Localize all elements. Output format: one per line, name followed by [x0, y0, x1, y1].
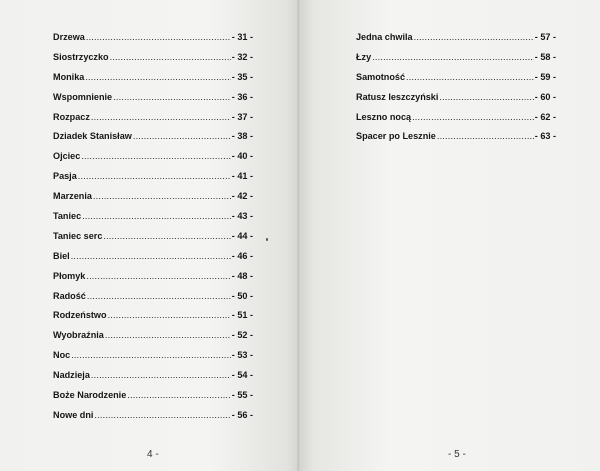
toc-leader-dots	[412, 112, 534, 122]
toc-entry-page: - 51 -	[231, 310, 253, 321]
toc-entry-page: - 63 -	[534, 131, 556, 142]
toc-leader-dots	[406, 72, 534, 82]
toc-entry-page: - 56 -	[231, 409, 253, 420]
toc-leader-dots	[103, 231, 230, 241]
toc-entry-title: Boże Narodzenie	[53, 390, 127, 401]
toc-entry	[356, 72, 556, 92]
toc-entry	[53, 350, 253, 370]
toc-entry	[53, 310, 253, 330]
toc-entry-title: Płomyk	[53, 270, 86, 281]
toc-leader-dots	[71, 350, 231, 360]
toc-entry-page: - 44 -	[231, 230, 253, 241]
toc-leader-dots	[94, 410, 230, 420]
toc-entry-page: - 42 -	[231, 191, 253, 202]
toc-entry-title: Nowe dni	[53, 409, 94, 420]
toc-entry-title: Wyobraźnia	[53, 330, 104, 341]
toc-entry-title: Pasja	[53, 171, 77, 182]
toc-entry-page: - 57 -	[534, 32, 556, 42]
toc-entry	[53, 370, 253, 390]
toc-leader-dots	[127, 390, 230, 400]
toc-entry-page: - 58 -	[534, 51, 556, 62]
toc-entry-page: - 43 -	[231, 211, 253, 222]
toc-entry-title: Monika	[53, 71, 85, 82]
toc-entry-page: - 55 -	[231, 390, 253, 401]
toc-leader-dots	[91, 112, 231, 122]
toc-entry-page: - 36 -	[231, 91, 253, 102]
toc-leader-dots	[86, 32, 231, 42]
toc-leader-dots	[105, 330, 231, 340]
toc-leader-dots	[372, 52, 534, 62]
toc-entry-page: - 46 -	[231, 250, 253, 261]
toc-entry-title: Biel	[53, 250, 70, 261]
toc-entry	[53, 52, 253, 72]
toc-entry-title: Drzewa	[53, 32, 85, 42]
right-toc	[356, 32, 556, 151]
toc-entry-title: Taniec	[53, 211, 82, 222]
toc-entry	[356, 52, 556, 72]
toc-leader-dots	[87, 291, 231, 301]
toc-entry	[356, 131, 556, 151]
toc-entry	[53, 92, 253, 112]
toc-entry-page: - 59 -	[534, 71, 556, 82]
toc-leader-dots	[437, 131, 534, 141]
toc-entry	[53, 112, 253, 132]
toc-leader-dots	[86, 271, 230, 281]
toc-entry-page: - 60 -	[534, 91, 556, 102]
toc-entry	[53, 72, 253, 92]
toc-leader-dots	[93, 191, 231, 201]
toc-entry	[53, 390, 253, 410]
left-page-number: 4 -	[147, 449, 159, 460]
toc-entry-title: Spacer po Lesznie	[356, 131, 436, 142]
toc-entry	[53, 330, 253, 350]
toc-entry-page: - 41 -	[231, 171, 253, 182]
toc-entry-page: - 54 -	[231, 370, 253, 381]
toc-entry	[356, 32, 556, 52]
toc-entry-title: Łzy	[356, 51, 372, 62]
toc-entry-page: - 48 -	[231, 270, 253, 281]
toc-entry	[53, 251, 253, 271]
toc-entry-page: - 50 -	[231, 290, 253, 301]
toc-entry	[53, 191, 253, 211]
left-page	[0, 0, 299, 471]
toc-entry	[53, 291, 253, 311]
toc-entry-title: Ojciec	[53, 151, 81, 162]
toc-entry-title: Siostrzyczko	[53, 51, 109, 62]
toc-leader-dots	[439, 92, 533, 102]
toc-entry-page: - 38 -	[231, 131, 253, 142]
toc-entry-title: Marzenia	[53, 191, 92, 202]
toc-entry	[356, 112, 556, 132]
toc-leader-dots	[78, 171, 231, 181]
toc-leader-dots	[110, 52, 231, 62]
left-toc	[53, 32, 253, 430]
toc-entry-title: Radość	[53, 290, 86, 301]
toc-entry-page: - 31 -	[231, 32, 253, 42]
toc-entry	[53, 410, 253, 430]
toc-entry-title: Jedna chwila	[356, 32, 413, 42]
right-page-number: - 5 -	[448, 449, 466, 460]
toc-entry-page: - 40 -	[231, 151, 253, 162]
stray-mark	[266, 238, 268, 241]
toc-entry-title: Rozpacz	[53, 111, 90, 122]
toc-entry-page: - 53 -	[231, 350, 253, 361]
toc-leader-dots	[133, 131, 231, 141]
right-page	[299, 0, 600, 471]
toc-entry	[53, 32, 253, 52]
toc-entry-title: Dziadek Stanisław	[53, 131, 132, 142]
toc-entry-page: - 52 -	[231, 330, 253, 341]
toc-entry-title: Noc	[53, 350, 71, 361]
toc-entry-title: Samotność	[356, 71, 406, 82]
toc-entry-page: - 37 -	[231, 111, 253, 122]
toc-leader-dots	[71, 251, 231, 261]
toc-entry	[356, 92, 556, 112]
toc-entry-page: - 62 -	[534, 111, 556, 122]
toc-leader-dots	[91, 370, 231, 380]
toc-entry	[53, 131, 253, 151]
toc-entry	[53, 271, 253, 291]
toc-entry	[53, 151, 253, 171]
toc-leader-dots	[85, 72, 230, 82]
toc-entry-title: Leszno nocą	[356, 111, 412, 122]
toc-entry-title: Rodzeństwo	[53, 310, 107, 321]
toc-leader-dots	[82, 211, 231, 221]
toc-entry-title: Ratusz leszczyński	[356, 91, 439, 102]
toc-leader-dots	[414, 32, 534, 42]
toc-entry-page: - 32 -	[231, 51, 253, 62]
toc-leader-dots	[108, 310, 231, 320]
toc-entry	[53, 231, 253, 251]
toc-entry	[53, 171, 253, 191]
toc-leader-dots	[81, 151, 230, 161]
toc-entry-title: Taniec serc	[53, 230, 103, 241]
toc-leader-dots	[113, 92, 231, 102]
toc-entry-title: Nadzieja	[53, 370, 90, 381]
toc-entry	[53, 211, 253, 231]
toc-entry-title: Wspomnienie	[53, 91, 113, 102]
toc-entry-page: - 35 -	[231, 71, 253, 82]
